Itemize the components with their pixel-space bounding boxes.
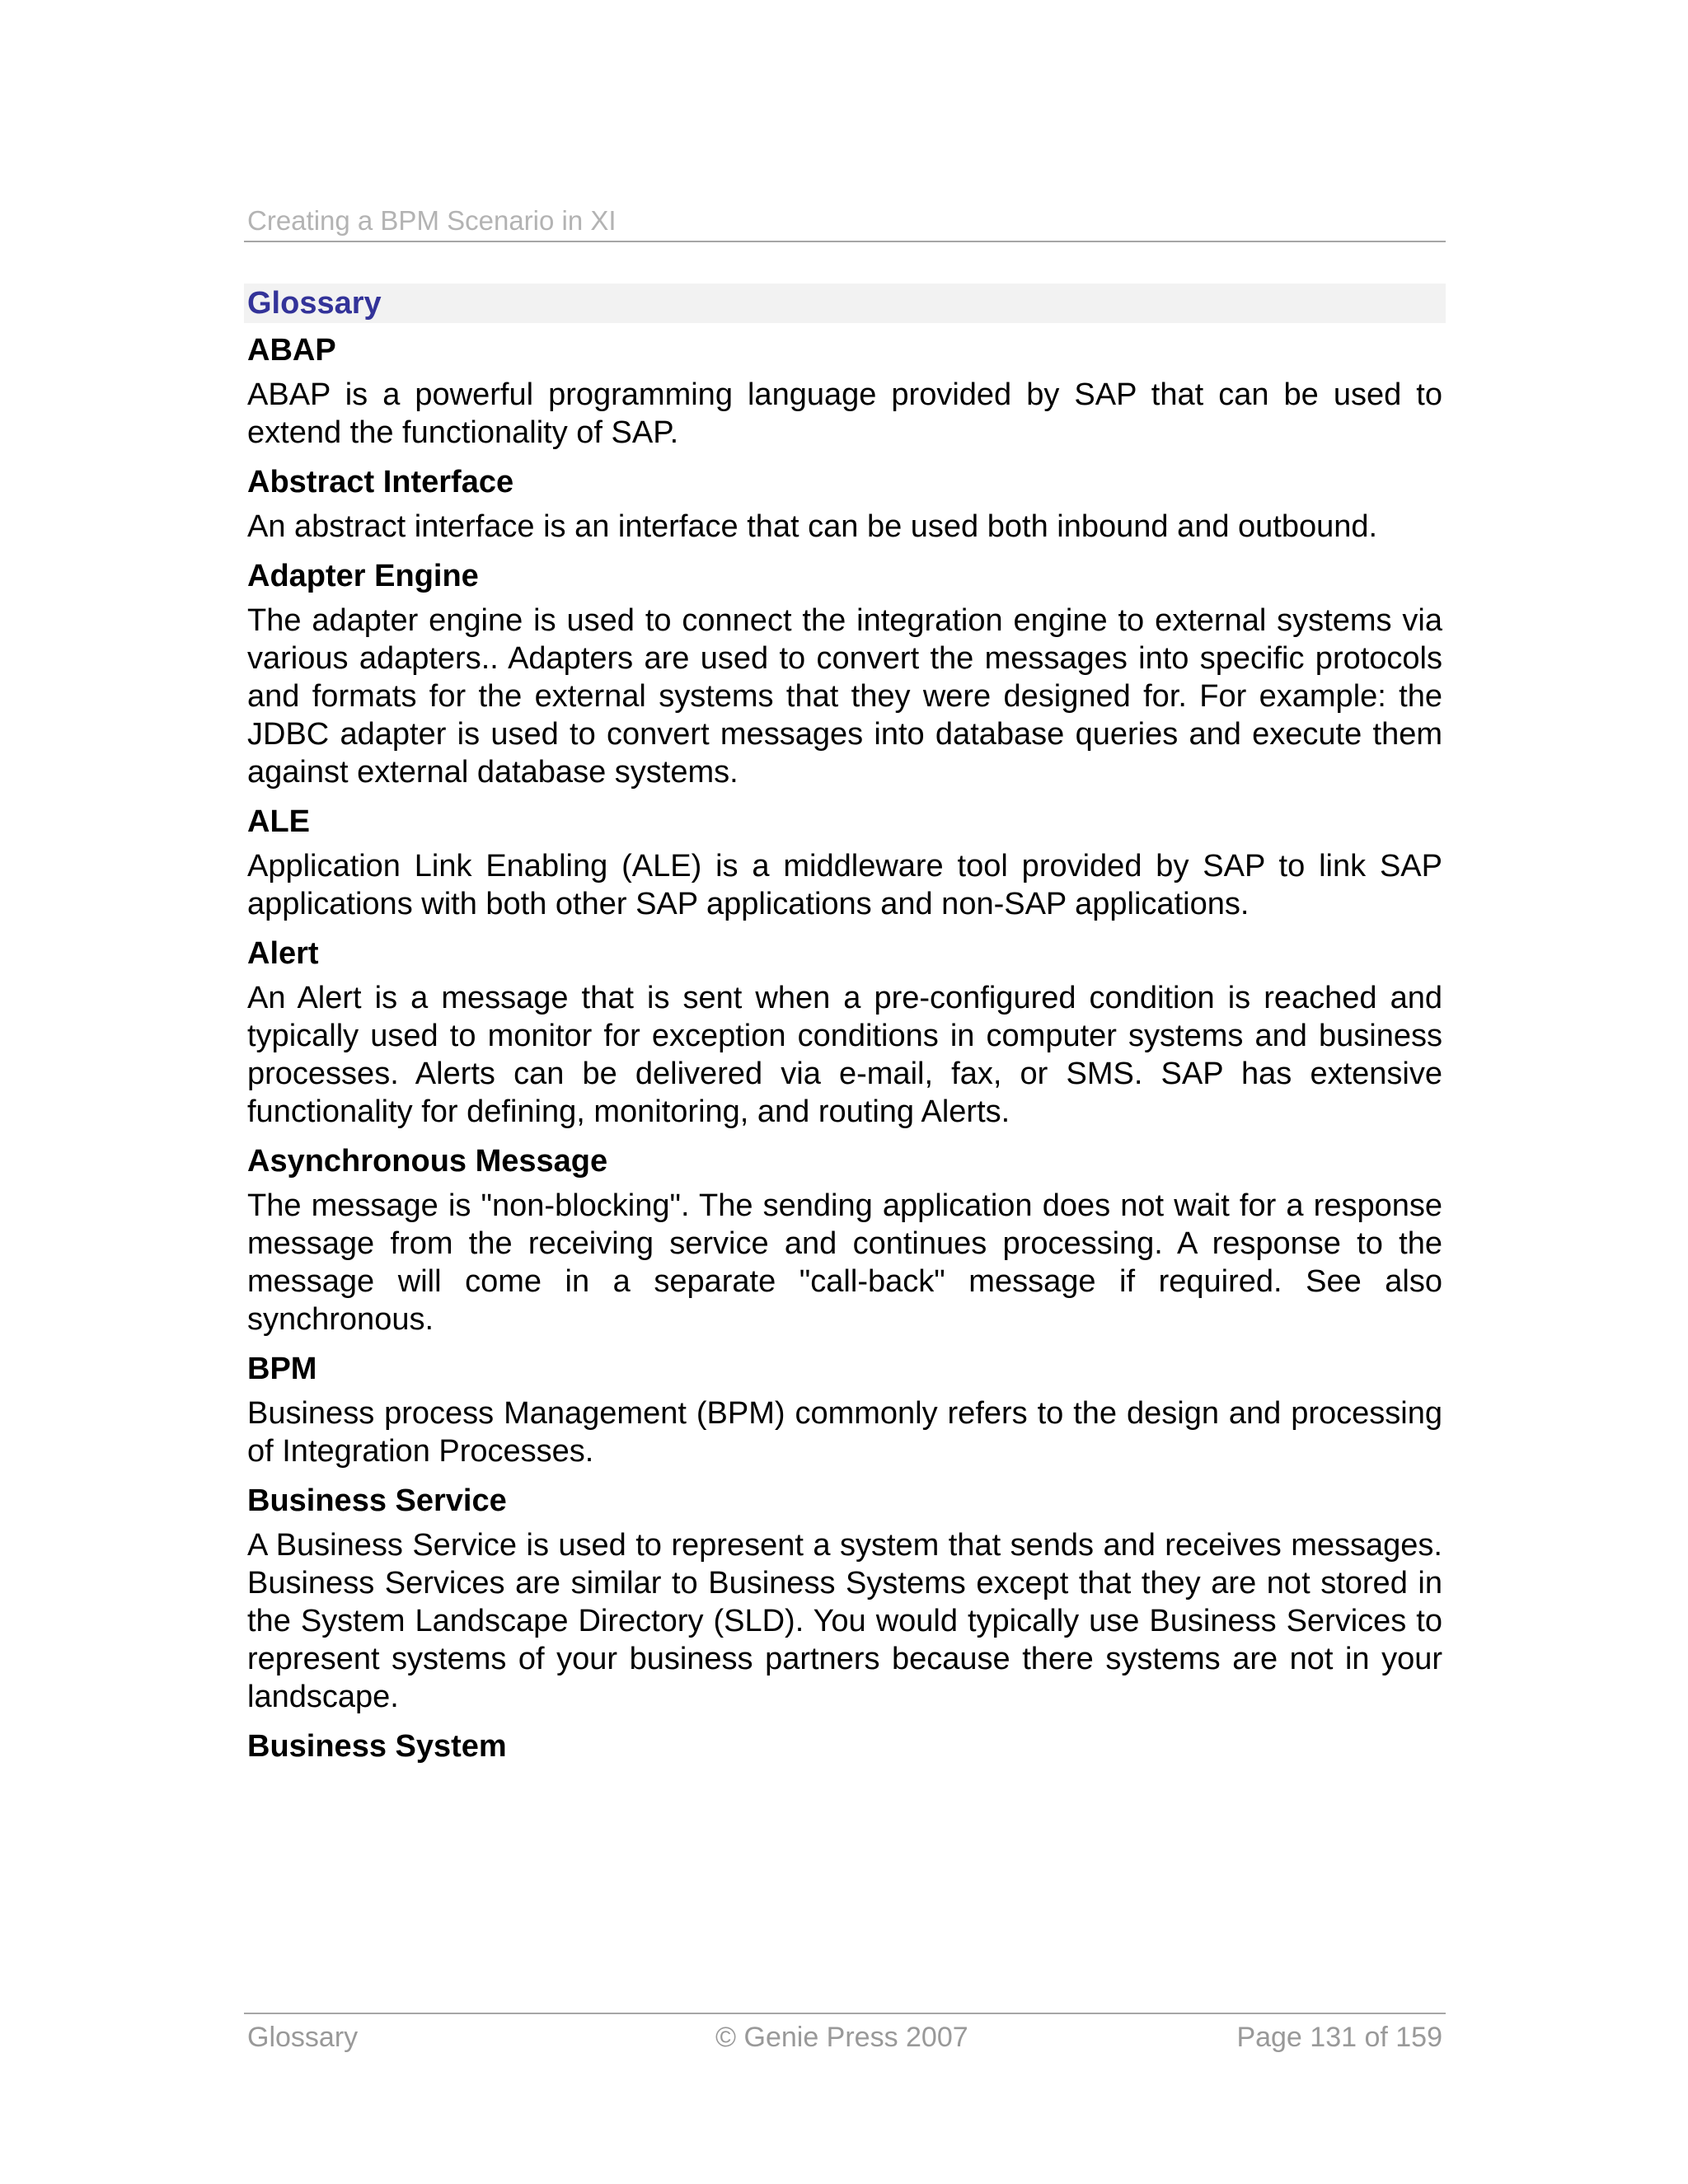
footer-section-name: Glossary — [247, 2022, 359, 2053]
glossary-definition: The adapter engine is used to connect the integration engine to external systems via various adapters.. Adapters are used to convert the messages into specific protocols and formats for the external systems that they were designed for. For example: the JDBC adapter is used to convert messages into database queries and execute them against external database systems. — [247, 603, 1442, 790]
glossary-term: Business Service — [247, 1483, 507, 1518]
glossary-entry-abstract-interface — [247, 463, 1442, 546]
glossary-term: Adapter Engine — [247, 559, 479, 593]
glossary-term: ABAP — [247, 333, 336, 368]
footer-page-number: Page 131 of 159 — [1236, 2022, 1442, 2053]
glossary-definition: An Alert is a message that is sent when a pre-configured condition is reached and typically used to monitor for exception conditions in computer systems and business processes. Alerts can be delivered via e-mail, fax, or SMS. SAP has extensive functionality for defining, monitoring, and routing Alerts. — [247, 981, 1442, 1129]
glossary-term: BPM — [247, 1352, 317, 1386]
section-title: Glossary — [247, 286, 382, 321]
footer-copyright: © Genie Press 2007 — [715, 2022, 968, 2053]
glossary-entry-business-system — [247, 1727, 1442, 1765]
glossary-definition: Business process Management (BPM) commonly refers to the design and processing of Integration Processes. — [247, 1396, 1442, 1469]
glossary-entry-alert — [247, 935, 1442, 1131]
glossary-definition: The message is "non-blocking". The sending application does not wait for a response message from the receiving service and continues processing. A response to the message will come in a separate "call-back" message if required. See also synchronous. — [247, 1188, 1442, 1337]
glossary-definition: A Business Service is used to represent a system that sends and receives messages. Business Services are similar to Business Systems except that they are not stored in the System Landscape Directory (SLD). You would typically use Business Services to represent systems of your business partners because there systems are not in your landscape. — [247, 1528, 1442, 1714]
glossary-definition: Application Link Enabling (ALE) is a middleware tool provided by SAP to link SAP applications with both other SAP applications and non-SAP applications. — [247, 849, 1442, 921]
glossary-entry-asynchronous-message — [247, 1142, 1442, 1338]
glossary-term: ALE — [247, 804, 310, 839]
glossary-term: Alert — [247, 936, 319, 971]
glossary-term: Business System — [247, 1729, 507, 1764]
glossary-entry-adapter-engine — [247, 557, 1442, 791]
header-title: Creating a BPM Scenario in XI — [247, 205, 617, 236]
glossary-entry-ale — [247, 803, 1442, 923]
glossary-definition: An abstract interface is an interface that can be used both inbound and outbound. — [247, 509, 1378, 544]
glossary-term: Asynchronous Message — [247, 1144, 608, 1179]
section-heading-band — [244, 284, 1446, 323]
page-footer — [244, 2013, 1446, 2055]
page-header — [244, 204, 1446, 242]
glossary-term: Abstract Interface — [247, 465, 514, 499]
glossary-entry-bpm — [247, 1350, 1442, 1470]
glossary-definition: ABAP is a powerful programming language provided by SAP that can be used to extend the functionality of SAP. — [247, 377, 1442, 450]
glossary-entry-abap — [247, 331, 1442, 452]
glossary-entry-business-service — [247, 1482, 1442, 1716]
glossary-content — [247, 331, 1442, 1772]
